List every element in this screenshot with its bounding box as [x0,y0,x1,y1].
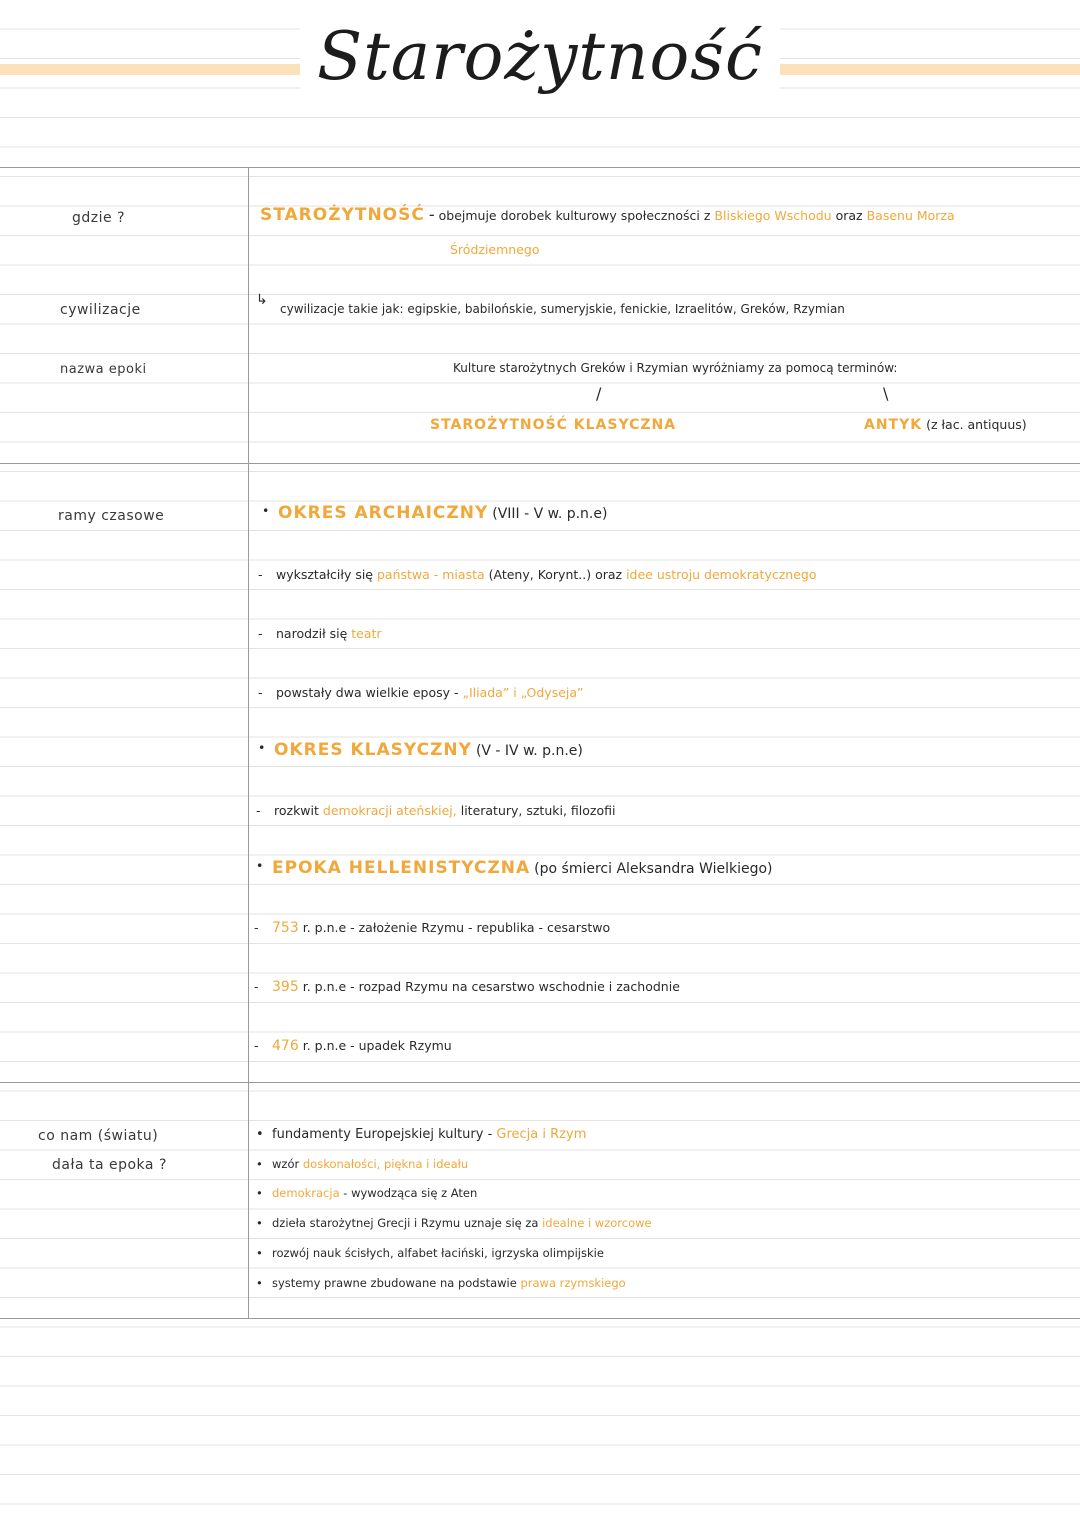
term-classical-antiquity: STAROŻYTNOŚĆ KLASYCZNA [430,417,677,433]
item-highlight: państwa - miasta [376,567,485,582]
item-text: narodził się [276,626,348,641]
list-item [274,803,615,818]
item-text: dzieła starożytnej Grecji i Rzymu uznaje się za [272,1216,539,1230]
item-text: systemy prawne zbudowane na podstawie [272,1276,517,1290]
period-classical-name: OKRES KLASYCZNY [274,740,472,760]
event-year: 395 [272,979,299,995]
term-antyk-note: (z łac. antiquus) [926,417,1027,432]
list-item [276,685,584,700]
item-highlight: prawa rzymskiego [520,1276,626,1290]
place-mediterranean-2: Śródziemnego [450,242,540,257]
event-year: 753 [272,920,299,936]
list-item [272,979,680,995]
label-civilizations: cywilizacje [60,302,141,318]
event-text: r. p.n.e - rozpad Rzymu na cesarstwo wschodnie i zachodnie [302,979,680,994]
era-name-intro: Kulture starożytnych Greków i Rzymian wyróżniamy za pomocą terminów: [453,361,898,375]
item-text: (Ateny, Korynt..) oraz [488,567,623,582]
list-item [272,920,610,936]
definition-line [260,205,955,225]
definition-dash: - [428,205,435,224]
label-legacy-line1: co nam (światu) [38,1128,159,1144]
list-item [272,1246,604,1260]
civilizations-text: cywilizacje takie jak: egipskie, babilońskie, sumeryjskie, fenickie, Izraelitów, Greków, Rzymian [280,302,845,316]
item-text: wykształciły się [276,567,373,582]
list-item [272,1038,452,1054]
label-era-name: nazwa epoki [60,362,147,377]
period-hellenistic [272,858,773,878]
label-time-frames: ramy czasowe [58,508,165,524]
list-item [276,626,382,641]
list-item [272,1127,586,1142]
item-text: rozkwit [274,803,319,818]
event-text: r. p.n.e - założenie Rzymu - republika - cesarstwo [302,920,611,935]
list-item [272,1157,468,1171]
branch-slash: / [596,384,602,403]
title-highlight-left [0,64,330,75]
list-item [272,1186,477,1200]
place-mediterranean-1: Basenu Morza [866,208,955,223]
term-antyk-line [864,417,1027,433]
branch-backslash: \ [883,384,889,403]
column-divider [248,167,249,1318]
event-year: 476 [272,1038,299,1054]
term-starozytnosc: STAROŻYTNOŚĆ [260,205,425,225]
list-item [272,1276,626,1290]
item-text: - wywodząca się z Aten [343,1186,478,1200]
item-highlight: demokracji ateńskiej, [322,803,457,818]
item-highlight: demokracja [272,1186,340,1200]
period-archaic [278,503,607,523]
list-item [272,1216,652,1230]
page-title: Starożytność [300,18,780,95]
list-item [276,567,816,582]
period-archaic-dates: (VIII - V w. p.n.e) [492,506,608,522]
section-divider [0,1082,1080,1083]
place-near-east: Bliskiego Wschodu [714,208,832,223]
section-divider [0,1318,1080,1319]
definition-and: oraz [835,208,863,223]
section-divider [0,463,1080,464]
label-where: gdzie ? [72,210,126,226]
period-classical [274,740,583,760]
period-hellenistic-name: EPOKA HELLENISTYCZNA [272,858,531,878]
period-archaic-name: OKRES ARCHAICZNY [278,503,489,523]
item-text: literatury, sztuki, filozofii [460,803,616,818]
item-highlight: teatr [351,626,382,641]
title-highlight-right [750,64,1080,75]
item-highlight: Grecja i Rzym [496,1127,587,1142]
item-highlight: „Iliada” i „Odyseja” [462,685,584,700]
label-legacy-line2: dała ta epoka ? [52,1157,167,1173]
event-text: r. p.n.e - upadek Rzymu [302,1038,452,1053]
definition-text: obejmuje dorobek kulturowy społeczności z [438,208,711,223]
item-text: rozwój nauk ścisłych, alfabet łaciński, igrzyska olimpijskie [272,1246,604,1260]
item-text: powstały dwa wielkie eposy - [276,685,459,700]
item-highlight: idealne i wzorcowe [542,1216,652,1230]
item-highlight: doskonałości, piękna i ideału [302,1157,469,1171]
period-classical-dates: (V - IV w. p.n.e) [475,743,583,759]
section-divider [0,167,1080,168]
item-highlight: idee ustroju demokratycznego [626,567,817,582]
item-text: fundamenty Europejskiej kultury - [272,1127,493,1142]
period-hellenistic-dates: (po śmierci Aleksandra Wielkiego) [534,861,773,877]
civilizations-arrow: ↳ [256,292,268,308]
item-text: wzór [272,1157,300,1171]
term-antyk: ANTYK [864,417,923,433]
